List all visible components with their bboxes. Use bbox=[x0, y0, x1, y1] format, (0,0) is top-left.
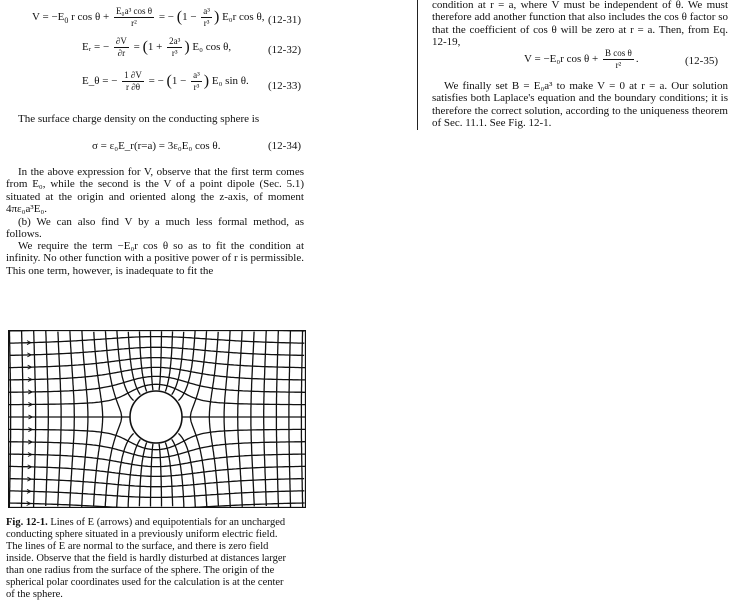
equation-number: (12-34) bbox=[268, 140, 301, 152]
fraction: $\frac{1 \partial V}{r \partial\theta}$ bbox=[124, 70, 142, 92]
caption-text: Lines of E (arrows) and equipotentials for an uncharged conducting sphere situated in a previously uniform electric field. The lines of E are normal to the surface, and there is zero field inside. Observe that the field is hardly disturbed at distances larger than one radius from the surface of the sphere. The origin of the spherical polar coordinates used for the calculation is at the center of the sphere. bbox=[6, 517, 287, 600]
conducting-sphere bbox=[130, 391, 182, 443]
equation-12-34: σ = ε₀E_r(r=a) = 3ε₀E₀ cos θ. bbox=[92, 140, 221, 152]
paragraph-solution: We finally set B = E₀a³ to make V = 0 at r = a. Our solution satisfies both Laplace's equation and the boundary conditions; it is therefore the correct solution, according to the uniqueness theorem of Sec. 11.1. See Fig. 12-1. bbox=[432, 80, 728, 130]
fraction: $\frac{\partial V}{\partial r}$ bbox=[115, 36, 127, 58]
paragraph-part-b: (b) We can also find V by a much less formal method, as follows. bbox=[6, 216, 304, 241]
equation-12-35: V = −E₀r cos θ + $\frac{\text{B cos θ}}{\text{r²}}$ . bbox=[524, 48, 639, 70]
fraction: $\frac{\text{2a³}}{\text{r³}}$ bbox=[169, 36, 181, 58]
fraction: $\frac{\text{a³}}{\text{r³}}$ bbox=[203, 6, 210, 28]
fraction: $\frac{\text{E₀a³ cos θ}}{\text{r²}}$ bbox=[115, 6, 153, 28]
fraction: $\frac{\text{B cos θ}}{\text{r²}}$ bbox=[605, 48, 632, 70]
equation-number: (12-35) bbox=[685, 55, 718, 67]
equation-number: (12-32) bbox=[268, 44, 301, 56]
equation-12-33: E_θ = − $\frac{1 \partial V}{r \partial\theta}$ = − (1 − $\frac{\text{a³}}{\text{r³}}$ ) E₀ sin θ. bbox=[82, 70, 249, 92]
field-lines-figure bbox=[8, 330, 306, 508]
fraction: $\frac{\text{a³}}{\text{r³}}$ bbox=[193, 70, 200, 92]
paragraph-surface-charge: The surface charge density on the conducting sphere is bbox=[18, 113, 260, 125]
paragraph-infinity: We require the term −E₀r cos θ so as to fit the condition at infinity. No other function with a positive power of r is permissible. This one term, however, is inadequate to fit the bbox=[6, 240, 304, 277]
equation-number: (12-31) bbox=[268, 14, 301, 26]
figure-label: Fig. 12-1. bbox=[6, 517, 48, 528]
paragraph-dipole: In the above expression for V, observe that the first term comes from E₀, while the second is the V of a point dipole (Sec. 5.1) situated at the origin and oriented along the z-axis, of moment 4πε₀a³E₀. bbox=[6, 166, 304, 216]
column-rule bbox=[417, 0, 418, 130]
figure-caption bbox=[6, 517, 288, 601]
equation-12-31: $V = -E_0$ r cos θ + $\frac{\text{E₀a³ cos θ}}{\text{r²}}$ = − (1 − $\frac{\text{a³}}{\text{r³}}$ ) E₀r cos θ, bbox=[32, 6, 265, 28]
paragraph-condition: condition at r = a, where V must be independent of θ. We must therefore add another function that also includes the cos θ factor so that the coefficient of cos θ will be zero at r = a. Then, from Eq. 12-19, bbox=[432, 0, 728, 49]
equation-number: (12-33) bbox=[268, 80, 301, 92]
equation-12-32: Eᵣ = − $\frac{\partial V}{\partial r}$ = (1 + $\frac{\text{2a³}}{\text{r³}}$ ) E₀ cos θ, bbox=[82, 36, 232, 58]
